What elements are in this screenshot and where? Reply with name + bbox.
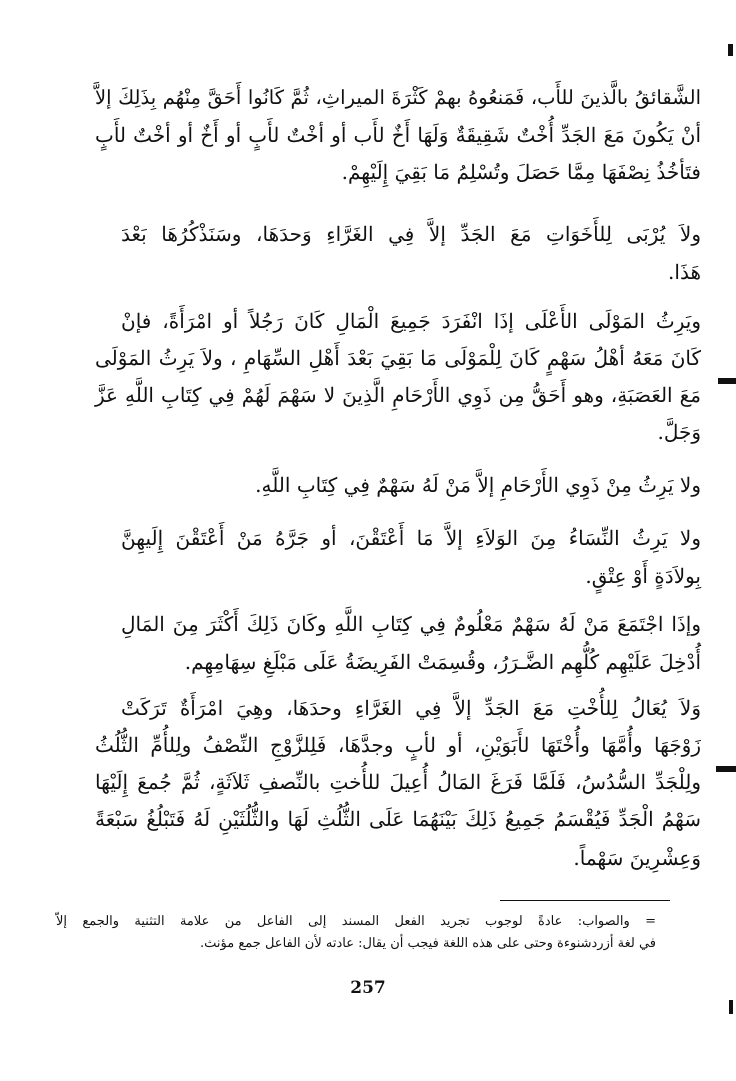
- text-line: زَوْجَهَا وأُمَّهَا وأُخْتَهَا لأَبَوَيْنِ، أو لأبٍ وجدَّهَا، فَلِلزَّوْجِ النِّصْفُ ولِلأُمِّ الثُّلُثُ: [95, 733, 701, 757]
- scan-edge-mark: [716, 766, 736, 772]
- text-line: وَجَلَّ.: [657, 420, 701, 444]
- scan-edge-mark: [729, 1000, 733, 1014]
- text-line: وَعِشْرِينَ سَهْماً.: [573, 846, 701, 870]
- text-line: أُدْخِلَ عَلَيْهِم كُلُّهِم الضَّـرَرُ، وقُسِمَتْ الفَرِيضَةُ عَلَى مَبْلَغِ سِهَامِهِم.: [184, 650, 701, 674]
- text-line: أنْ يَكُونَ مَعَ الجَدِّ أُخْتٌ شَقِيقَةٌ وَلَهَا أَخٌ لأَب أو أخْتٌ لأَبٍ أو أَخٌ أو أخْتٌ لأَبٍ: [95, 123, 701, 147]
- text-line: ولاَ يُرْبَى لِلأَخَوَاتِ مَعَ الجَدِّ إلاَّ فِي الغَرَّاءِ وَحدَهَا، وسَنَذْكُرُهَا بَعْدَ: [121, 222, 701, 246]
- text-line: وإذَا اجْتَمَعَ مَنْ لَهُ سَهْمٌ مَعْلُومٌ فِي كِتَابِ اللَّهِ وكَانَ ذَلِكَ أَكْثَرَ مِنَ المَالِ: [121, 612, 701, 636]
- text-line: ولِلْجَدِّ السُّدُسُ، فَلَمَّا فَرَغَ المَالُ أُعِيلَ للأُختِ بالنِّصفِ ثَلاَثَةٍ، ثُمَّ جُمعَ إِلَيْهَا: [95, 770, 701, 794]
- page-number: 257: [350, 978, 386, 998]
- text-line: ولا يَرِثُ النِّسَاءُ مِنَ الوَلاَءِ إلاَّ مَا أَعْتَقْنَ، أو جَرَّهُ مَنْ أَعْتَقْنَ إِلَيهِنَّ: [121, 526, 701, 550]
- scan-edge-mark: [728, 44, 733, 56]
- text-line: الشَّقائقُ بالَّذينَ للأَب، فَمَنعُوهُ بهمْ كَثْرَةَ الميراثِ، ثُمَّ كَانُوا أَحَقَّ مِنْهُم بِذَلِكَ إلاَّ: [95, 86, 701, 109]
- text-line: فتَأخُذُ نِصْفَهَا مِمَّا حَصَلَ وتُسْلِمُ مَا بَقِيَ إِلَيْهِمْ.: [341, 160, 701, 184]
- footnote-separator: [500, 900, 670, 901]
- text-line: ويَرِثُ المَوْلَى الأَعْلَى إذَا انْفَرَدَ جَمِيعَ الْمَالِ كَانَ رَجُلاً أو امْرَأَةً، فإنْ: [121, 309, 701, 333]
- text-line: وَلاَ يُعَالُ لِلأُخْتِ مَعَ الجَدِّ إلاَّ فِي الغَرَّاءِ وحدَهَا، وهِيَ امْرَأَةٌ تَرَكَتْ: [121, 696, 701, 720]
- text-line: كَانَ مَعَهُ أهْلُ سَهْمٍ كَانَ لِلْمَوْلَى مَا بَقِيَ بَعْدَ أَهْلِ السِّهَامِ ، ولاَ يَرِثُ المَوْلَى: [95, 346, 701, 370]
- footnote-line: في لغة أزردشنوءة وحتى على هذه اللغة فيجب أن يقال: عادته لأن الفاعل جمع مؤنث.: [200, 936, 656, 951]
- text-line: سَهْمُ الْجَدِّ فَيُقْسَمُ جَمِيعُ ذَلِكَ بَيْنَهُمَا عَلَى الثُّلُثِ لَهَا والثُّلُثَيْنِ لَهُ فَتَبْلُغُ سَبْعَةً: [95, 807, 701, 831]
- scan-edge-mark: [718, 378, 736, 384]
- text-line: بِولاَدَةٍ أَوْ عِتْقٍ.: [585, 564, 701, 588]
- text-line: هَذَا.: [668, 260, 701, 284]
- footnote-line: = والصواب: عادةً لوجوب تجريد الفعل المسند إلى الفاعل من علامة التثنية والجمع إلاّ: [56, 914, 656, 929]
- text-line: ولا يَرِثُ مِنْ ذَوِي الأَرْحَامِ إلاَّ مَنْ لَهُ سَهْمٌ فِي كِتَابِ اللَّهِ.: [255, 473, 701, 497]
- text-line: مَعَ العَصَبَةِ، وهو أَحَقُّ مِن ذَوِي الأَرْحَامِ الَّذِينَ لا سَهْمَ لَهُمْ فِي كِتَابِ اللَّهِ عَزَّ: [95, 383, 701, 407]
